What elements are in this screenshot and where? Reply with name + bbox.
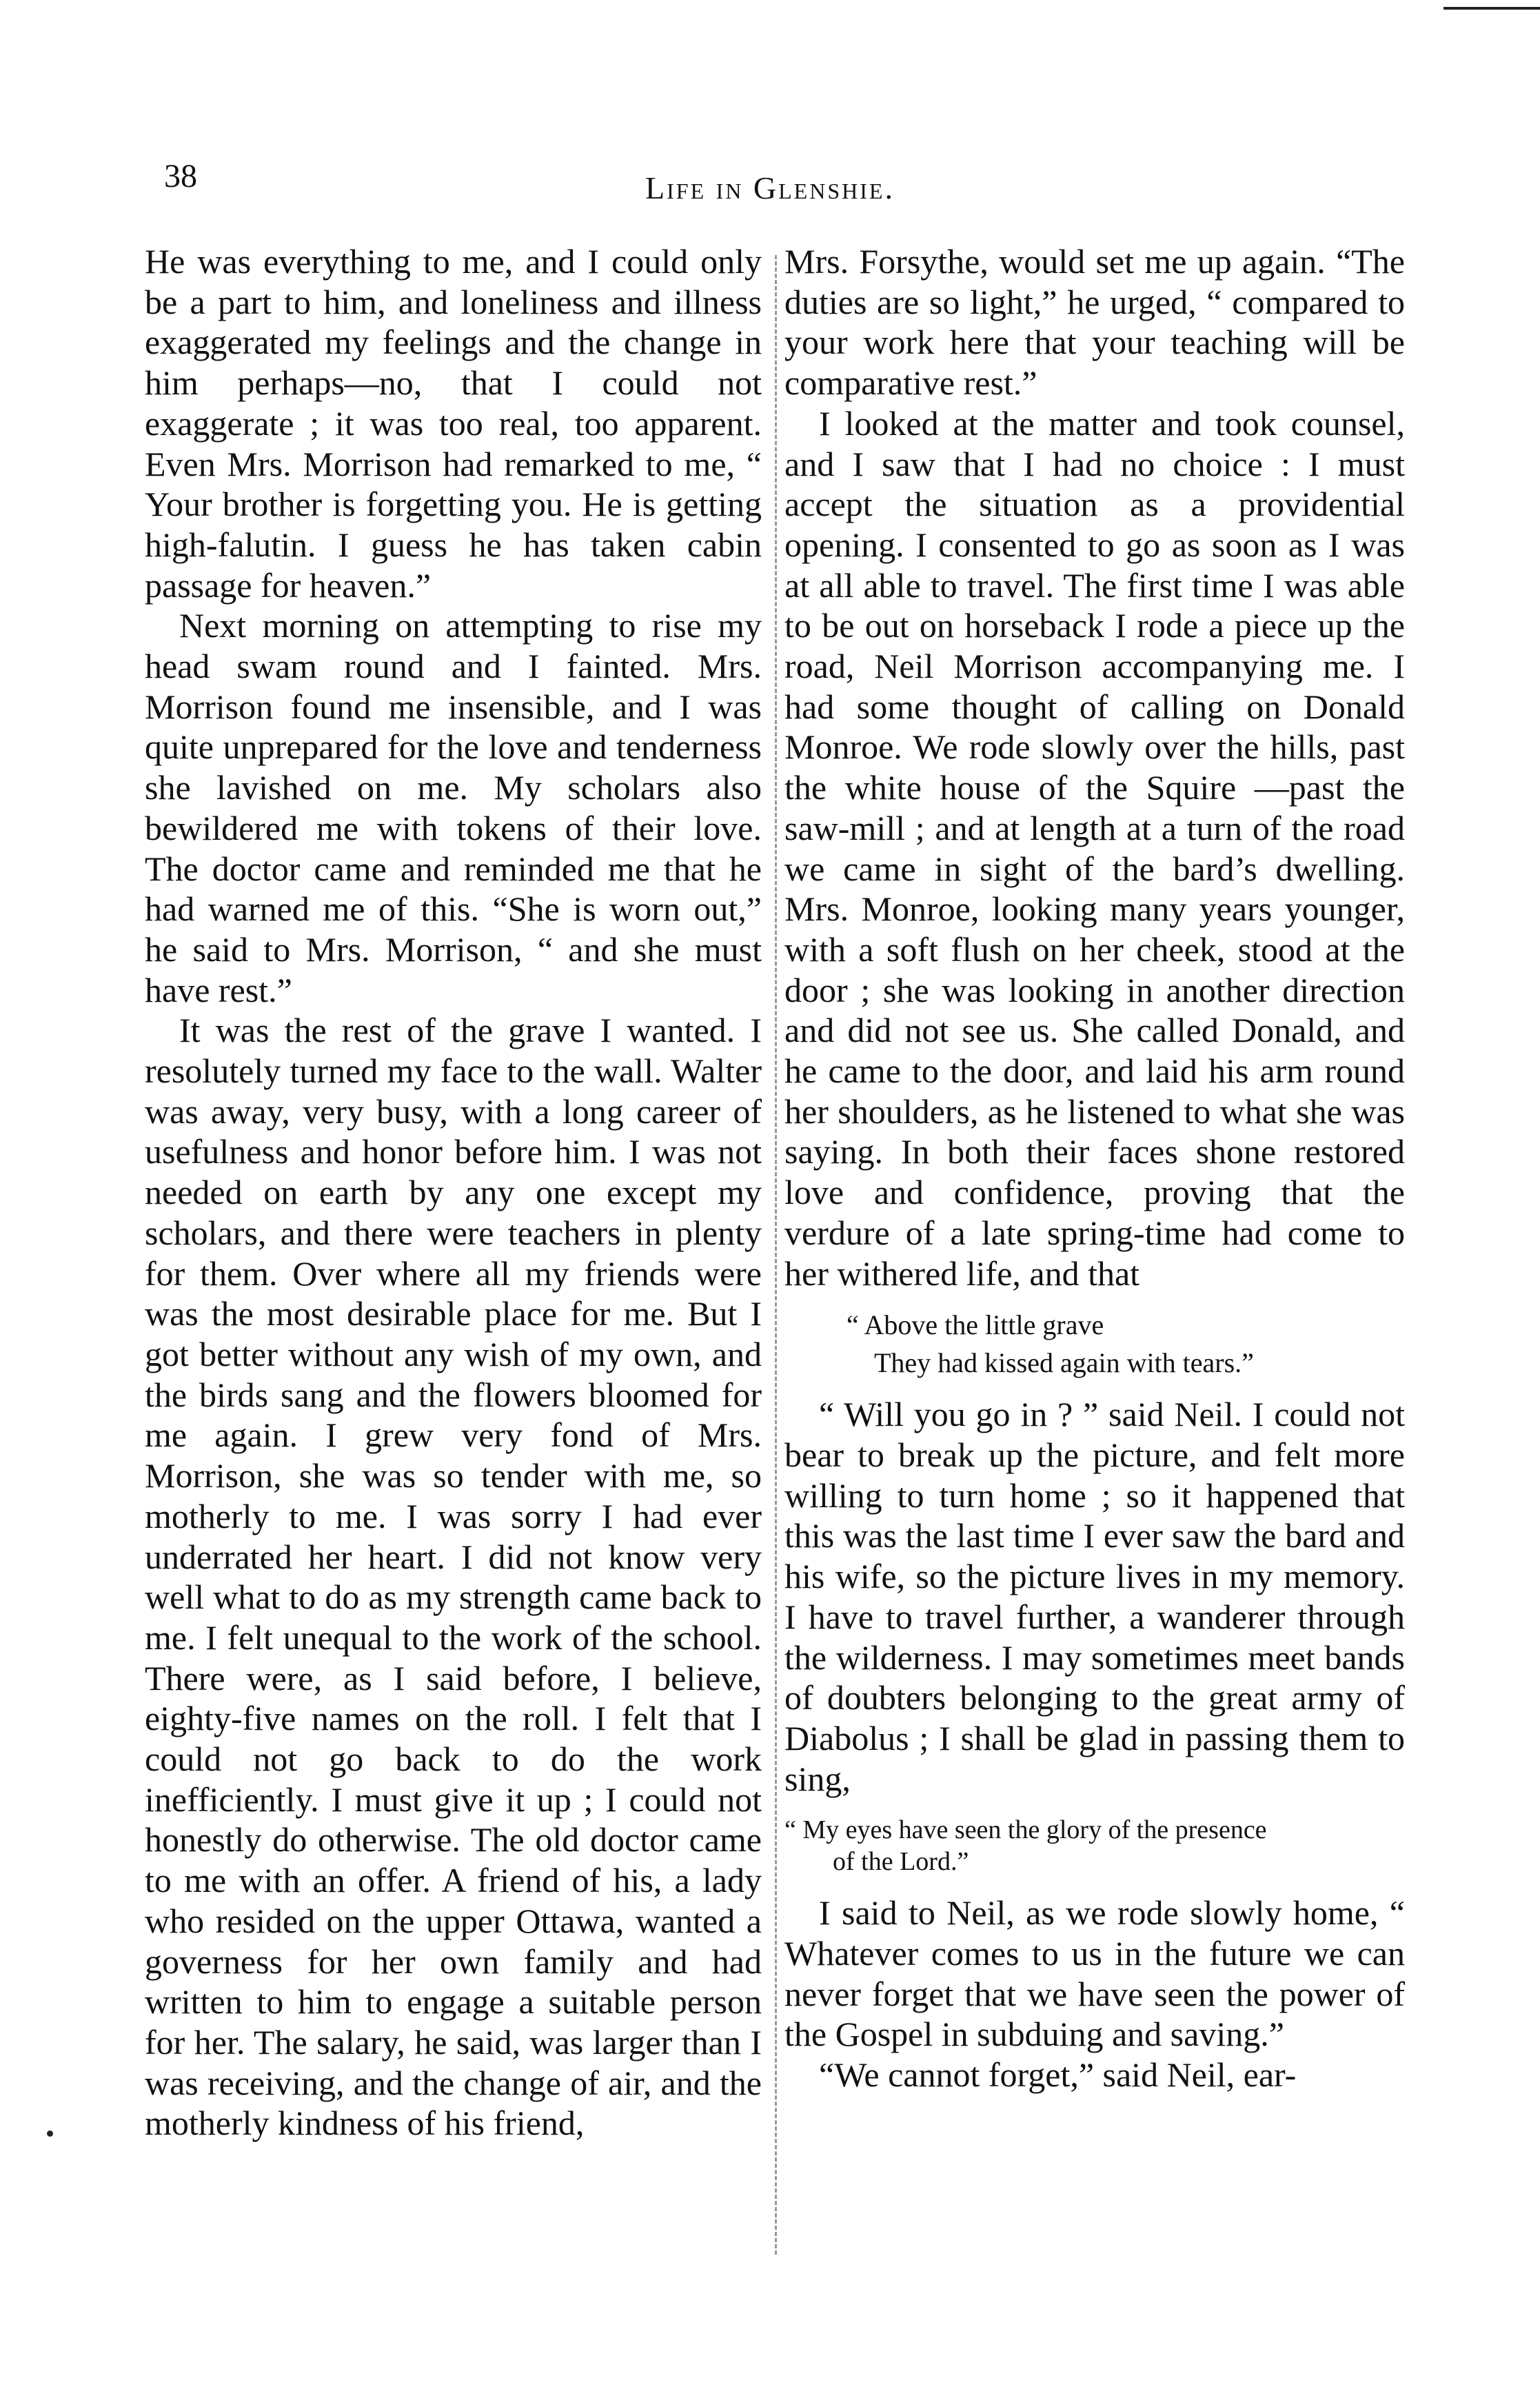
paragraph: It was the rest of the grave I wanted. I resolutely turned my face to the wall. Walter was away, very busy, with a long career of usefulness and honor before him. I was not needed on earth by any one except my scholars, and there were teachers in plenty for them. Over where all my friends were was the most desirable place for me. But I got better without any wish of my own, and the birds sang and the flowers bloomed for me again. I grew very fond of Mrs. Morrison, she was so tender with me, so motherly to me. I was sorry I had ever underrated her heart. I did not know very well what to do as my strength came back to me. I felt unequal to the work of the school. There were, as I said before, I believe, eighty-five names on the roll. I felt that I could not go back to do the work inefficiently. I must give it up ; I could not honestly do otherwise. The old doctor came to me with an offer. A friend of his, a lady who resided on the upper Ottawa, wanted a governess for her own family and had written to him to engage a suitable person for her. The salary, he said, was larger than I was receiving, and the change of air, and the motherly kindness of his friend, [145, 1011, 762, 2143]
paragraph: I said to Neil, as we rode slowly home, “ Whatever comes to us in the future we can never forget that we have seen the power of the Gospel in subduing and saving.” [784, 1893, 1405, 2054]
paragraph: Mrs. Forsythe, would set me up again. “The duties are so light,” he urged, “ compared to your work here that your teaching will be comparative rest.” [784, 242, 1405, 403]
paragraph: Next morning on attempting to rise my head swam round and I fainted. Mrs. Morrison found me insensible, and I was quite unprepared for the love and tenderness she lavished on me. My scholars also bewildered me with tokens of their love. The doctor came and reminded me that he had warned me of this. “She is worn out,” he said to Mrs. Morrison, “ and she must have rest.” [145, 606, 762, 1009]
left-column [145, 241, 762, 2144]
top-edge-rule [1443, 7, 1540, 10]
column-divider [775, 255, 779, 2255]
hymn-quotation [784, 1814, 1405, 1877]
paragraph: He was everything to me, and I could only be a part to him, and loneliness and illness exaggerated my feelings and the change in him perhaps—no, that I could not exaggerate ; it was too real, too apparent. Even Mrs. Morrison had remarked to me, “ Your brother is forgetting you. He is getting high-falutin. I guess he has taken cabin passage for heaven.” [145, 242, 762, 605]
verse-line: “ Above the little grave [847, 1309, 1104, 1341]
running-head: Life in Glenshie. [645, 170, 895, 205]
paragraph: I looked at the matter and took counsel, and I saw that I had no choice : I must accept the situation as a providential opening. I consented to go as soon as I was at all able to travel. The first time I was able to be out on horseback I rode a piece up the road, Neil Morrison accompanying me. I had some thought of calling on Donald Monroe. We rode slowly over the hills, past the white house of the Squire —past the saw-mill ; and at length at a turn of the road we came in sight of the bard’s dwelling. Mrs. Monroe, looking many years younger, with a soft flush on her cheek, stood at the door ; she was looking in another direction and did not see us. She called Donald, and he came to the door, and laid his arm round her shoulders, as he listened to what she was saying. In both their faces shone restored love and confidence, proving that the verdure of a late spring-time had come to her withered life, and that [784, 403, 1405, 1293]
page-number: 38 [164, 158, 197, 194]
margin-speck [47, 2130, 53, 2137]
quote-line: of the Lord.” [833, 1847, 969, 1877]
paragraph: “We cannot forget,” said Neil, ear- [819, 2055, 1297, 2095]
verse-quotation [784, 1306, 1405, 1382]
paragraph: “ Will you go in ? ” said Neil. I could not bear to break up the picture, and felt more willing to turn home ; so it happened that this was the last time I ever saw the bard and his wife, so the picture lives in my memory. I have to travel further, a wanderer through the wilderness. I may sometimes meet bands of doubters belonging to the great army of Diabolus ; I shall be glad in passing them to sing, [784, 1395, 1405, 1798]
quote-line: “ My eyes have seen the glory of the presence [784, 1815, 1267, 1845]
right-column [784, 241, 1405, 2095]
verse-line: They had kissed again with tears.” [874, 1347, 1254, 1379]
